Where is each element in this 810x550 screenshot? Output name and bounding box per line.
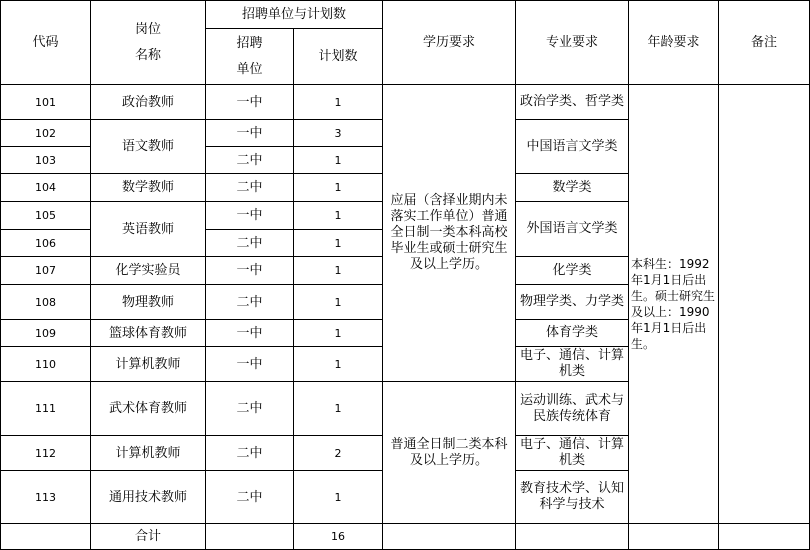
unit-cell: 一中 (206, 85, 294, 120)
code-cell: 102 (1, 120, 91, 147)
header-education: 学历要求 (383, 1, 516, 85)
code-cell: 105 (1, 202, 91, 230)
header-major: 专业要求 (516, 1, 629, 85)
plan-cell: 2 (294, 436, 383, 471)
header-remark: 备注 (719, 1, 810, 85)
major-cell: 化学类 (516, 257, 629, 285)
major-cell: 外国语言文学类 (516, 202, 629, 257)
plan-cell: 1 (294, 202, 383, 230)
unit-cell: 一中 (206, 120, 294, 147)
total-plan: 16 (294, 524, 383, 550)
plan-cell: 1 (294, 174, 383, 202)
major-cell: 中国语言文学类 (516, 120, 629, 174)
total-empty-education (383, 524, 516, 550)
unit-cell: 二中 (206, 471, 294, 524)
unit-cell: 一中 (206, 320, 294, 347)
education-cell-1: 应届（含择业期内未落实工作单位）普通全日制一类本科高校毕业生或硕士研究生及以上学历。 (383, 85, 516, 382)
major-cell: 教育技术学、认知科学与技术 (516, 471, 629, 524)
header-group: 招聘单位与计划数 (206, 1, 383, 29)
unit-cell: 一中 (206, 257, 294, 285)
plan-cell: 1 (294, 147, 383, 174)
post-cell: 篮球体育教师 (91, 320, 206, 347)
header-post-line2: 名称 (134, 47, 161, 63)
total-empty-major (516, 524, 629, 550)
unit-cell: 二中 (206, 147, 294, 174)
code-cell: 113 (1, 471, 91, 524)
post-cell: 语文教师 (91, 120, 206, 174)
post-cell: 通用技术教师 (91, 471, 206, 524)
code-cell: 109 (1, 320, 91, 347)
header-code: 代码 (1, 1, 91, 85)
code-cell: 101 (1, 85, 91, 120)
major-cell: 运动训练、武术与民族传统体育 (516, 382, 629, 436)
header-post-line1: 岗位 (134, 21, 161, 37)
education-cell-2: 普通全日制二类本科及以上学历。 (383, 382, 516, 524)
post-cell: 计算机教师 (91, 436, 206, 471)
code-cell: 110 (1, 347, 91, 382)
header-plan: 计划数 (294, 29, 383, 85)
major-cell: 电子、通信、计算机类 (516, 436, 629, 471)
major-cell: 数学类 (516, 174, 629, 202)
header-post (91, 1, 206, 85)
unit-cell: 二中 (206, 436, 294, 471)
plan-cell: 1 (294, 471, 383, 524)
plan-cell: 1 (294, 257, 383, 285)
total-empty-remark (719, 524, 810, 550)
total-empty-cell (1, 524, 91, 550)
unit-cell: 一中 (206, 347, 294, 382)
unit-cell: 二中 (206, 382, 294, 436)
post-cell: 英语教师 (91, 202, 206, 257)
code-cell: 112 (1, 436, 91, 471)
plan-cell: 1 (294, 285, 383, 320)
plan-cell: 1 (294, 320, 383, 347)
plan-cell: 3 (294, 120, 383, 147)
unit-cell: 二中 (206, 285, 294, 320)
post-cell: 武术体育教师 (91, 382, 206, 436)
unit-cell: 二中 (206, 230, 294, 257)
post-cell: 计算机教师 (91, 347, 206, 382)
code-cell: 108 (1, 285, 91, 320)
post-cell: 化学实验员 (91, 257, 206, 285)
code-cell: 111 (1, 382, 91, 436)
code-cell: 103 (1, 147, 91, 174)
post-cell: 物理教师 (91, 285, 206, 320)
code-cell: 106 (1, 230, 91, 257)
major-cell: 政治学类、哲学类 (516, 85, 629, 120)
remark-cell (719, 85, 810, 524)
total-empty-age (629, 524, 719, 550)
major-cell: 电子、通信、计算机类 (516, 347, 629, 382)
plan-cell: 1 (294, 85, 383, 120)
header-unit-line1: 招聘 (236, 35, 263, 51)
plan-cell: 1 (294, 230, 383, 257)
header-unit-line2: 单位 (236, 61, 263, 77)
code-cell: 104 (1, 174, 91, 202)
age-cell: 本科生：1992年1月1日后出生。硕士研究生及以上：1990年1月1日后出生。 (629, 85, 719, 524)
total-unit-empty (206, 524, 294, 550)
post-cell: 政治教师 (91, 85, 206, 120)
plan-cell: 1 (294, 347, 383, 382)
total-label: 合计 (91, 524, 206, 550)
unit-cell: 二中 (206, 174, 294, 202)
header-age: 年龄要求 (629, 1, 719, 85)
code-cell: 107 (1, 257, 91, 285)
major-cell: 物理学类、力学类 (516, 285, 629, 320)
header-unit (206, 29, 294, 85)
unit-cell: 一中 (206, 202, 294, 230)
major-cell: 体育学类 (516, 320, 629, 347)
plan-cell: 1 (294, 382, 383, 436)
post-cell: 数学教师 (91, 174, 206, 202)
